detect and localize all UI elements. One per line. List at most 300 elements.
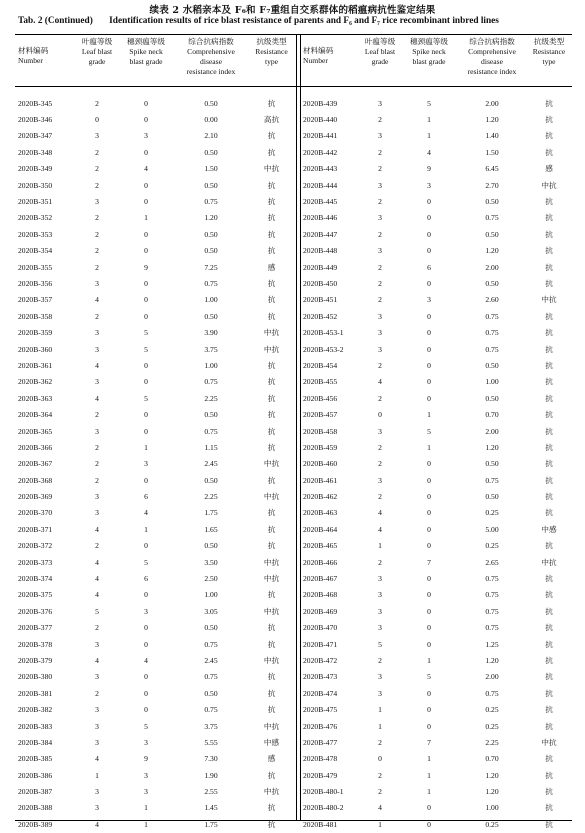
table-row: [300, 521, 572, 537]
cell-leaf-grade: 3: [378, 590, 382, 600]
cell-resistance-type: 中抗: [263, 328, 280, 338]
cell-number: 2020B-441: [303, 131, 338, 141]
table-row: [15, 210, 296, 226]
cell-resistance-type: 抗: [545, 278, 553, 288]
cell-leaf-grade: 3: [95, 377, 99, 387]
cell-leaf-grade: 1: [378, 721, 382, 731]
cell-resistance-type: 中抗: [263, 655, 280, 665]
cell-leaf-grade: 2: [95, 229, 99, 239]
table-row: [15, 374, 296, 390]
cell-resistance-type: 抗: [545, 541, 553, 551]
cell-number: 2020B-447: [303, 229, 338, 239]
cell-spike-grade: 1: [144, 213, 148, 223]
cell-number: 2020B-373: [18, 557, 53, 567]
cell-resistance-type: 抗: [545, 377, 553, 387]
cell-spike-grade: 1: [144, 524, 148, 534]
cell-spike-grade: 0: [144, 98, 148, 108]
cell-leaf-grade: 5: [95, 606, 99, 616]
cell-number: 2020B-371: [18, 524, 53, 534]
cell-index: 0.75: [204, 705, 218, 715]
table-row: [15, 193, 296, 209]
cell-leaf-grade: 0: [378, 410, 382, 420]
cell-leaf-grade: 2: [378, 197, 382, 207]
table-row: [15, 636, 296, 652]
cell-leaf-grade: 1: [95, 770, 99, 780]
cell-index: 1.75: [204, 508, 218, 518]
cell-resistance-type: 抗: [545, 639, 553, 649]
cell-spike-grade: 6: [144, 574, 148, 584]
data-table-container: [15, 34, 572, 829]
cell-leaf-grade: 4: [95, 655, 99, 665]
cell-index: 1.40: [485, 131, 499, 141]
cell-index: 6.45: [485, 164, 499, 174]
table-row: [300, 95, 572, 111]
cell-leaf-grade: 2: [95, 180, 99, 190]
cell-number: 2020B-347: [18, 131, 53, 141]
cell-index: 2.55: [204, 787, 218, 797]
cell-number: 2020B-354: [18, 246, 53, 256]
cell-number: 2020B-468: [303, 590, 338, 600]
cell-number: 2020B-442: [303, 147, 338, 157]
cell-number: 2020B-462: [303, 492, 338, 502]
cell-resistance-type: 抗: [267, 311, 276, 321]
cell-leaf-grade: 1: [378, 541, 382, 551]
cell-spike-grade: 0: [144, 295, 148, 305]
cell-index: 3.75: [204, 721, 218, 731]
cell-index: 0.50: [485, 492, 499, 502]
table-row: [300, 685, 572, 701]
cell-leaf-grade: 2: [378, 147, 382, 157]
cell-leaf-grade: 2: [378, 442, 382, 452]
cell-index: 0.50: [204, 311, 218, 321]
cell-number: 2020B-376: [18, 606, 53, 616]
table-row: [15, 439, 296, 455]
table-row: [300, 439, 572, 455]
table-row: [300, 111, 572, 127]
cell-spike-grade: 0: [144, 639, 148, 649]
cell-spike-grade: 5: [144, 557, 148, 567]
table-row: [300, 587, 572, 603]
table-row: [15, 783, 296, 799]
cell-resistance-type: 抗: [267, 295, 276, 305]
cell-resistance-type: 抗: [545, 360, 553, 370]
cell-index: 0.50: [204, 98, 218, 108]
cell-number: 2020B-384: [18, 737, 53, 747]
table-row: [300, 128, 572, 144]
cell-resistance-type: 抗: [267, 98, 276, 108]
table-row: [15, 423, 296, 439]
cell-spike-grade: 1: [427, 655, 431, 665]
cell-leaf-grade: 2: [378, 737, 382, 747]
right-table: [300, 34, 572, 833]
cell-resistance-type: 高抗: [263, 115, 280, 125]
table-row: [300, 472, 572, 488]
header-leaf-blast: 叶瘟等级 Leaf blast grade: [364, 37, 396, 66]
cell-resistance-type: 抗: [267, 688, 276, 698]
cell-index: 0.50: [485, 278, 499, 288]
cell-spike-grade: 0: [427, 344, 431, 354]
table-row: [300, 767, 572, 783]
cell-number: 2020B-453-1: [303, 328, 344, 338]
cell-number: 2020B-388: [18, 803, 53, 813]
cell-index: 2.45: [204, 459, 218, 469]
cell-leaf-grade: 4: [95, 557, 99, 567]
cell-number: 2020B-383: [18, 721, 53, 731]
cell-index: 2.60: [485, 295, 499, 305]
table-row: [300, 669, 572, 685]
cell-number: 2020B-459: [303, 442, 338, 452]
cell-resistance-type: 抗: [267, 393, 276, 403]
cell-number: 2020B-389: [18, 819, 53, 829]
cell-index: 1.20: [485, 770, 499, 780]
cell-number: 2020B-377: [18, 623, 53, 633]
cell-index: 1.90: [204, 770, 218, 780]
cell-spike-grade: 0: [427, 574, 431, 584]
cell-leaf-grade: 4: [378, 524, 382, 534]
table-row: [300, 243, 572, 259]
table-title-en: [18, 16, 578, 26]
cell-number: 2020B-469: [303, 606, 338, 616]
cell-resistance-type: 抗: [267, 278, 276, 288]
cell-leaf-grade: 4: [95, 393, 99, 403]
cell-number: 2020B-375: [18, 590, 53, 600]
cell-spike-grade: 5: [144, 328, 148, 338]
cell-leaf-grade: 2: [378, 459, 382, 469]
cell-number: 2020B-443: [303, 164, 338, 174]
cell-number: 2020B-440: [303, 115, 338, 125]
cell-spike-grade: 5: [427, 426, 431, 436]
cell-leaf-grade: 4: [95, 754, 99, 764]
cell-index: 2.25: [204, 492, 218, 502]
cell-resistance-type: 中抗: [263, 492, 280, 502]
table-row: [15, 652, 296, 668]
cell-resistance-type: 抗: [545, 410, 553, 420]
table-row: [15, 767, 296, 783]
cell-spike-grade: 3: [427, 295, 431, 305]
cell-spike-grade: 1: [144, 442, 148, 452]
cell-index: 1.75: [204, 819, 218, 829]
table-row: [15, 685, 296, 701]
cell-resistance-type: 抗: [545, 819, 553, 829]
cell-resistance-type: 抗: [545, 688, 553, 698]
cell-leaf-grade: 4: [378, 803, 382, 813]
table-row: [300, 210, 572, 226]
table-row: [300, 538, 572, 554]
table-row: [15, 357, 296, 373]
cell-resistance-type: 抗: [267, 623, 276, 633]
cell-resistance-type: 抗: [545, 705, 553, 715]
cell-spike-grade: 0: [144, 311, 148, 321]
cell-number: 2020B-480-2: [303, 803, 344, 813]
table-row: [15, 128, 296, 144]
cell-resistance-type: 抗: [545, 574, 553, 584]
cell-index: 2.00: [485, 426, 499, 436]
cell-index: 1.20: [485, 655, 499, 665]
header-resistance-type: 抗级类型 Resistance type: [255, 37, 288, 66]
table-row: [300, 816, 572, 832]
cell-index: 0.25: [485, 721, 499, 731]
table-row: [15, 161, 296, 177]
cell-index: 0.75: [485, 328, 499, 338]
table-row: [15, 259, 296, 275]
cell-index: 0.25: [485, 541, 499, 551]
cell-spike-grade: 1: [144, 803, 148, 813]
cell-leaf-grade: 4: [95, 524, 99, 534]
cell-leaf-grade: 3: [378, 426, 382, 436]
cell-number: 2020B-385: [18, 754, 53, 764]
cell-spike-grade: 0: [427, 688, 431, 698]
table-row: [15, 292, 296, 308]
cell-index: 3.05: [204, 606, 218, 616]
cell-number: 2020B-451: [303, 295, 338, 305]
cell-index: 0.50: [485, 393, 499, 403]
cell-spike-grade: 0: [144, 688, 148, 698]
header-comprehensive-index: 综合抗病指数 Comprehensive disease resistance index: [467, 37, 517, 76]
cell-spike-grade: 1: [427, 442, 431, 452]
table-row: [300, 734, 572, 750]
cell-index: 2.25: [485, 737, 499, 747]
cell-number: 2020B-465: [303, 541, 338, 551]
cell-resistance-type: 抗: [267, 246, 276, 256]
cell-number: 2020B-346: [18, 115, 53, 125]
cell-spike-grade: 0: [144, 278, 148, 288]
cell-index: 2.25: [204, 393, 218, 403]
cell-spike-grade: 5: [144, 344, 148, 354]
cell-leaf-grade: 2: [378, 787, 382, 797]
cell-leaf-grade: 2: [95, 213, 99, 223]
cell-index: 3.75: [204, 344, 218, 354]
cell-leaf-grade: 2: [378, 655, 382, 665]
cell-spike-grade: 0: [427, 311, 431, 321]
table-row: [300, 177, 572, 193]
cell-spike-grade: 0: [427, 393, 431, 403]
cell-resistance-type: 抗: [267, 803, 276, 813]
cell-index: 0.50: [204, 410, 218, 420]
cell-index: 1.00: [485, 803, 499, 813]
cell-spike-grade: 9: [144, 754, 148, 764]
cell-spike-grade: 0: [427, 246, 431, 256]
cell-index: 1.20: [485, 442, 499, 452]
cell-resistance-type: 中抗: [263, 606, 280, 616]
cell-leaf-grade: 3: [378, 606, 382, 616]
header-resistance-type: 抗级类型 Resistance type: [532, 37, 566, 66]
cell-spike-grade: 0: [427, 213, 431, 223]
cell-spike-grade: 0: [144, 377, 148, 387]
table-row: [15, 538, 296, 554]
cell-spike-grade: 0: [144, 147, 148, 157]
cell-number: 2020B-478: [303, 754, 338, 764]
cell-number: 2020B-358: [18, 311, 53, 321]
cell-resistance-type: 感: [267, 262, 276, 272]
table-row: [15, 816, 296, 832]
cell-leaf-grade: 3: [378, 623, 382, 633]
cell-number: 2020B-453-2: [303, 344, 344, 354]
cell-number: 2020B-353: [18, 229, 53, 239]
cell-number: 2020B-365: [18, 426, 53, 436]
cell-leaf-grade: 4: [95, 590, 99, 600]
cell-leaf-grade: 2: [95, 246, 99, 256]
table-row: [15, 177, 296, 193]
table-row: [15, 243, 296, 259]
cell-spike-grade: 0: [427, 623, 431, 633]
cell-number: 2020B-355: [18, 262, 53, 272]
cell-index: 1.50: [204, 164, 218, 174]
cell-leaf-grade: 2: [378, 770, 382, 780]
table-row: [15, 620, 296, 636]
cell-number: 2020B-456: [303, 393, 338, 403]
cell-index: 2.10: [204, 131, 218, 141]
cell-index: 1.20: [485, 246, 499, 256]
cell-leaf-grade: 4: [95, 574, 99, 584]
table-row: [15, 308, 296, 324]
cell-leaf-grade: 3: [378, 213, 382, 223]
cell-resistance-type: 抗: [545, 754, 553, 764]
cell-leaf-grade: 3: [378, 574, 382, 584]
table-row: [15, 570, 296, 586]
cell-index: 0.75: [485, 574, 499, 584]
table-row: [15, 587, 296, 603]
cell-resistance-type: 抗: [267, 524, 276, 534]
table-row: [300, 308, 572, 324]
cell-number: 2020B-362: [18, 377, 53, 387]
cell-number: 2020B-479: [303, 770, 338, 780]
cell-resistance-type: 抗: [267, 541, 276, 551]
cell-leaf-grade: 3: [378, 311, 382, 321]
cell-resistance-type: 抗: [545, 344, 553, 354]
header-spike-neck: 穗颈瘟等级 Spike neck blast grade: [127, 37, 165, 66]
cell-spike-grade: 1: [427, 787, 431, 797]
cell-index: 0.75: [204, 639, 218, 649]
cell-number: 2020B-472: [303, 655, 338, 665]
cell-number: 2020B-480-1: [303, 787, 344, 797]
cell-spike-grade: 0: [427, 803, 431, 813]
cell-index: 1.00: [204, 295, 218, 305]
cell-leaf-grade: 3: [378, 246, 382, 256]
cell-spike-grade: 5: [144, 393, 148, 403]
cell-number: 2020B-374: [18, 574, 53, 584]
cell-leaf-grade: 3: [95, 508, 99, 518]
table-row: [300, 505, 572, 521]
cell-resistance-type: 抗: [545, 115, 553, 125]
cell-number: 2020B-474: [303, 688, 338, 698]
table-row: [300, 374, 572, 390]
table-title-cn: 续表 2 水稻亲本及 F₆和 F₇重组自交系群体的稻瘟病抗性鉴定结果: [149, 5, 436, 16]
cell-leaf-grade: 3: [95, 737, 99, 747]
cell-resistance-type: 感: [545, 164, 553, 174]
cell-resistance-type: 中抗: [263, 574, 280, 584]
cell-resistance-type: 抗: [267, 639, 276, 649]
cell-number: 2020B-454: [303, 360, 338, 370]
cell-number: 2020B-464: [303, 524, 338, 534]
cell-number: 2020B-450: [303, 278, 338, 288]
cell-leaf-grade: 2: [378, 278, 382, 288]
cell-resistance-type: 抗: [545, 672, 553, 682]
cell-resistance-type: 抗: [545, 131, 553, 141]
cell-resistance-type: 抗: [545, 442, 553, 452]
cell-spike-grade: 3: [144, 459, 148, 469]
cell-resistance-type: 抗: [545, 229, 553, 239]
cell-leaf-grade: 2: [378, 557, 382, 567]
cell-resistance-type: 中抗: [263, 459, 280, 469]
cell-index: 2.50: [204, 574, 218, 584]
cell-index: 0.75: [485, 344, 499, 354]
cell-leaf-grade: 3: [95, 639, 99, 649]
cell-leaf-grade: 3: [95, 492, 99, 502]
cell-number: 2020B-458: [303, 426, 338, 436]
table-row: [300, 357, 572, 373]
cell-leaf-grade: 2: [95, 147, 99, 157]
cell-index: 0.50: [204, 147, 218, 157]
cell-spike-grade: 0: [427, 475, 431, 485]
cell-index: 1.15: [204, 442, 218, 452]
cell-leaf-grade: 2: [95, 262, 99, 272]
table-row: [15, 406, 296, 422]
cell-spike-grade: 0: [427, 229, 431, 239]
cell-resistance-type: 抗: [267, 360, 276, 370]
table-row: [300, 324, 572, 340]
cell-number: 2020B-364: [18, 410, 53, 420]
cell-index: 0.75: [485, 606, 499, 616]
cell-resistance-type: 中抗: [263, 787, 280, 797]
cell-spike-grade: 0: [427, 328, 431, 338]
cell-leaf-grade: 2: [95, 688, 99, 698]
cell-leaf-grade: 3: [95, 787, 99, 797]
cell-resistance-type: 抗: [267, 442, 276, 452]
table-row: [15, 669, 296, 685]
cell-spike-grade: 0: [144, 197, 148, 207]
cell-spike-grade: 0: [144, 410, 148, 420]
cell-number: 2020B-368: [18, 475, 53, 485]
cell-index: 0.75: [485, 590, 499, 600]
cell-number: 2020B-475: [303, 705, 338, 715]
cell-spike-grade: 1: [427, 131, 431, 141]
cell-spike-grade: 0: [427, 197, 431, 207]
cell-spike-grade: 0: [427, 819, 431, 829]
cell-resistance-type: 抗: [545, 459, 553, 469]
cell-number: 2020B-452: [303, 311, 338, 321]
cell-resistance-type: 抗: [267, 410, 276, 420]
cell-index: 0.75: [204, 278, 218, 288]
cell-index: 1.20: [485, 115, 499, 125]
cell-number: 2020B-357: [18, 295, 53, 305]
cell-number: 2020B-351: [18, 197, 53, 207]
cell-leaf-grade: 4: [95, 295, 99, 305]
cell-number: 2020B-439: [303, 98, 338, 108]
cell-resistance-type: 中抗: [541, 180, 557, 190]
table-row: [15, 226, 296, 242]
cell-index: 0.50: [485, 229, 499, 239]
cell-leaf-grade: 3: [95, 278, 99, 288]
cell-number: 2020B-460: [303, 459, 338, 469]
cell-spike-grade: 3: [144, 787, 148, 797]
cell-resistance-type: 中感: [541, 524, 557, 534]
cell-number: 2020B-387: [18, 787, 53, 797]
cell-spike-grade: 7: [427, 737, 431, 747]
cell-index: 0.50: [485, 459, 499, 469]
cell-leaf-grade: 5: [378, 639, 382, 649]
cell-leaf-grade: 3: [95, 721, 99, 731]
table-row: [15, 95, 296, 111]
cell-leaf-grade: 4: [378, 377, 382, 387]
cell-spike-grade: 0: [144, 360, 148, 370]
cell-resistance-type: 抗: [267, 819, 276, 829]
cell-index: 0.75: [204, 197, 218, 207]
cell-leaf-grade: 2: [95, 475, 99, 485]
table-row: [300, 456, 572, 472]
cell-spike-grade: 0: [427, 360, 431, 370]
header-spike-neck: 穗颈瘟等级 Spike neck blast grade: [410, 37, 448, 66]
cell-resistance-type: 抗: [545, 98, 553, 108]
